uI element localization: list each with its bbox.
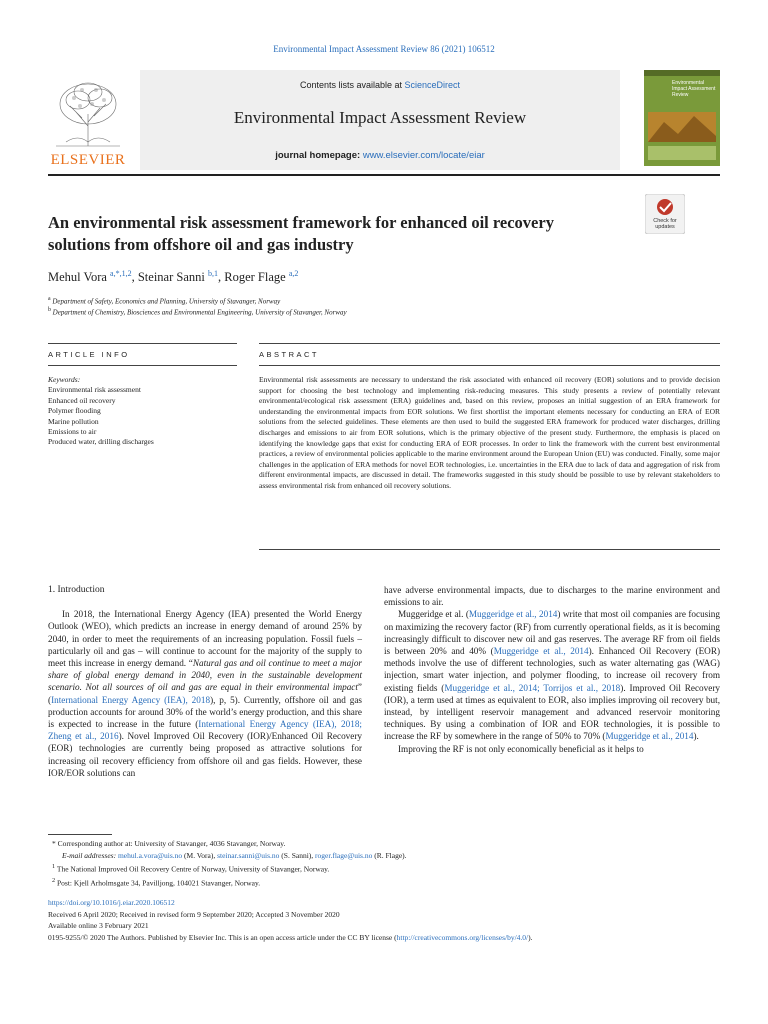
license-text: 0195-9255/© 2020 The Authors. Published by Elsevier Inc. This is an open access article under the CC BY license (	[48, 932, 397, 942]
elsevier-logo[interactable]	[48, 76, 128, 168]
received-dates: Received 6 April 2020; Received in revised form 9 September 2020; Accepted 3 November 2020	[48, 909, 340, 919]
keyword: Emissions to air	[48, 427, 97, 437]
keyword: Polymer flooding	[48, 406, 101, 416]
elsevier-wordmark: ELSEVIER	[50, 152, 126, 168]
article-title-line2: solutions from offshore oil and gas industry	[48, 235, 354, 254]
body-right-column	[384, 584, 720, 755]
body-paragraph: have adverse environmental impacts, due to discharges to the marine environment and emissions to air.	[384, 585, 720, 608]
body-paragraph	[48, 608, 362, 779]
citation-link[interactable]: Muggeridge et al., 2014	[468, 609, 558, 620]
divider	[259, 343, 720, 344]
contents-prefix: Contents lists available at	[299, 80, 405, 90]
citation-link[interactable]: Muggeridge et al., 2014	[493, 646, 589, 657]
author-affiliation-mark[interactable]: a,2	[288, 269, 299, 278]
body-text: ), p, 5). Currently, offshore oil and gas production accounts for around 30% of the world’s energy production, and this share is expected to increase in the future (	[48, 694, 362, 730]
license-line	[48, 932, 720, 944]
body-paragraph: Improving the RF is not only economically beneficial as it helps to	[398, 743, 644, 754]
affiliation-mark: a	[48, 296, 51, 302]
email-link[interactable]: steinar.sanni@uis.no	[217, 850, 280, 860]
divider	[259, 549, 720, 550]
contents-line	[140, 80, 620, 90]
author-separator: ,	[131, 270, 138, 285]
body-text: Muggeridge et al. (	[398, 609, 469, 620]
article-title	[48, 212, 608, 256]
journal-title: Environmental Impact Assessment Review	[233, 108, 527, 127]
article-info-heading: ARTICLE INFO	[48, 350, 130, 359]
section-heading: 1. Introduction	[48, 585, 105, 595]
homepage-link[interactable]: www.elsevier.com/locate/eiar	[362, 150, 485, 161]
body-text: ). Enhanced Oil Recovery (EOR) methods involve the use of different technologies, such as water alternating gas (WAG) injection, smart water injection, and polymer flooding, to increase oil recovery from existing fields (	[384, 646, 721, 693]
affiliation-b	[48, 307, 347, 316]
email-link[interactable]: roger.flage@uis.no	[315, 850, 373, 860]
publication-info	[48, 897, 720, 943]
footnote-mark: 1	[52, 863, 56, 870]
asterisk-mark: *	[52, 839, 58, 848]
corresponding-text: Corresponding author at: University of Stavanger, 4036 Stavanger, Norway.	[57, 839, 286, 848]
body-text: In 2018, the International Energy Agency (IEA) presented the World Energy Outlook (WEO), which predicts an increase in energy demand of around 25% by 2040, in order to meet the requirements of an increasing population. Fossil fuels – particularly oil and gas – will continue to account for the majority of the supply to meet this increase in energy demand. “	[48, 609, 362, 669]
author-name[interactable]: Roger Flage	[224, 270, 286, 285]
email-owner: (S. Sanni),	[279, 850, 316, 860]
author-affiliation-mark[interactable]: a,*,1,2	[110, 269, 132, 278]
footnote-text: The National Improved Oil Recovery Centre of Norway, University of Stavanger, Norway.	[56, 864, 330, 874]
abstract-heading: ABSTRACT	[259, 350, 320, 359]
body-text: ” (	[48, 682, 362, 705]
license-link[interactable]: http://creativecommons.org/licenses/by/4.0/	[396, 932, 529, 942]
online-date: Available online 3 February 2021	[48, 921, 149, 930]
abstract-text: Environmental risk assessments are necessary to understand the risk associated with enhanced oil recovery (EOR) solutions and to provide decision support for choosing the best technology and implementing risk-reducing measures. This study presents a review of potentially relevant environmental/ecological risk assessment (ERA) guidelines and, based on this review, proposes an initial suggestion of an ERA framework for understanding the environmental impacts from EOR solutions. We first shortlist the important elements necessary for conducting an ERA of EOR solutions from the selected guidelines. These elements are then used to build the suggested ERA framework for produced water discharges, drilling discharges and emissions to air from EOR solutions, which is the primary objective of the present study. Furthermore, the emphasis is placed on identifying the knowledge gaps that exist for conducting ERA of EOR processes. In order to link the framework with the current best environmental practices, a review of environmental policies applicable to the marine environment around the European Union (EU) was conducted. Finally, some major challenges in the application of ERA methods for novel EOR technologies, i.e. uncertainties in the ERA due to lack of data and aggregation of risk from different environmental impacts, are discussed in detail. The frameworks suggested in this study should be possible to use by relevant stakeholders to assess environmental risk from enhanced oil recovery solutions.	[259, 375, 720, 490]
journal-reference[interactable]: Environmental Impact Assessment Review 86 (2021) 106512	[273, 44, 495, 54]
check-for-updates-button[interactable]	[645, 194, 685, 234]
affiliation-text: Department of Safety, Economics and Planning, University of Stavanger, Norway	[52, 297, 281, 306]
homepage-prefix: journal homepage:	[275, 150, 363, 161]
license-text: ).	[528, 932, 533, 942]
body-paragraph	[384, 608, 720, 742]
homepage-line	[140, 150, 620, 161]
body-text: ).	[693, 731, 699, 742]
email-owner: (M. Vora),	[182, 850, 218, 860]
author-name[interactable]: Steinar Sanni	[137, 270, 205, 285]
body-left-column	[48, 584, 362, 779]
keyword: Environmental risk assessment	[48, 385, 141, 395]
journal-header	[48, 70, 720, 176]
sciencedirect-link[interactable]: ScienceDirect	[404, 80, 461, 90]
keyword: Marine pollution	[48, 416, 99, 426]
footnote-divider	[48, 834, 112, 835]
body-text: ). Improved Oil Recovery (IOR), a term used at times as equivalent to EOR, also implies improving oil recovery but, instead, by intelligent reservoir management and advanced reservoir monitoring techniques. By using a combination of IOR and EOR technologies, it is possible to increase the RF by somewhere in the range of 50% to 70% (	[384, 682, 720, 742]
divider	[259, 365, 720, 366]
body-text: ). Novel Improved Oil Recovery (IOR)/Enhanced Oil Recovery (EOR) technologies are currently being proposed as attractive solutions for increasing oil recovery efficiency from offshore oil and gas fields. However, these IOR/EOR solutions can	[48, 731, 362, 778]
body-text: ) write that most oil companies are focusing on maximizing the recovery factor (RF) from currently operational fields, as it is becoming increasingly difficult to discover new oil and gas reserves. The average RF from oil fields is between 20% and 40% (	[384, 609, 720, 657]
footnotes	[52, 838, 712, 889]
keywords-label: Keywords:	[48, 375, 81, 384]
author-separator: ,	[218, 270, 225, 285]
citation-link[interactable]: Muggeridge et al., 2014	[605, 731, 694, 742]
citation-link[interactable]: International Energy Agency (IEA), 2018; Zheng et al., 2016	[48, 719, 362, 742]
author-list	[48, 269, 298, 285]
author-affiliation-mark[interactable]: b,1	[208, 269, 218, 278]
keyword: Enhanced oil recovery	[48, 395, 116, 405]
footnote-1	[52, 861, 712, 875]
footnote-text: Post: Kjell Arholmsgate 34, Pavilljong, 104021 Stavanger, Norway.	[57, 878, 261, 888]
affiliation-a	[48, 296, 280, 305]
email-link[interactable]: mehul.a.vora@uis.no	[117, 850, 183, 860]
footnote-2	[52, 875, 712, 889]
keywords-list	[48, 375, 154, 448]
affiliation-text: Department of Chemistry, Biosciences and Environmental Engineering, University of Stavanger, Norway	[52, 308, 347, 317]
quoted-text: Natural gas and oil continue to meet a major share of global energy demand in 2040, even in the sustainable development scenario. Not all sources of oil and gas are equal in their environmental impact	[48, 658, 362, 693]
email-label: E-mail addresses:	[62, 850, 117, 860]
cover-title: Environmental Impact Assessment Review	[672, 80, 716, 98]
keyword: Produced water, drilling discharges	[48, 437, 154, 447]
footnote-mark: 2	[52, 877, 56, 884]
journal-cover[interactable]	[644, 70, 720, 166]
email-note	[52, 850, 712, 862]
corresponding-author-note	[52, 838, 712, 850]
divider	[48, 365, 237, 366]
doi-link[interactable]: https://doi.org/10.1016/j.eiar.2020.106512	[48, 898, 175, 907]
header-banner	[140, 70, 620, 170]
affiliation-mark: b	[48, 307, 51, 313]
email-owner: (R. Flage).	[372, 850, 407, 860]
citation-link[interactable]: International Energy Agency (IEA), 2018	[51, 694, 211, 705]
citation-link[interactable]: Muggeridge et al., 2014; Torrijos et al., 2018	[444, 682, 621, 693]
author-name[interactable]: Mehul Vora	[48, 270, 107, 285]
check-updates-label: Check for updates	[653, 218, 677, 230]
article-title-line1: An environmental risk assessment framework for enhanced oil recovery	[48, 213, 554, 232]
divider	[48, 343, 237, 344]
